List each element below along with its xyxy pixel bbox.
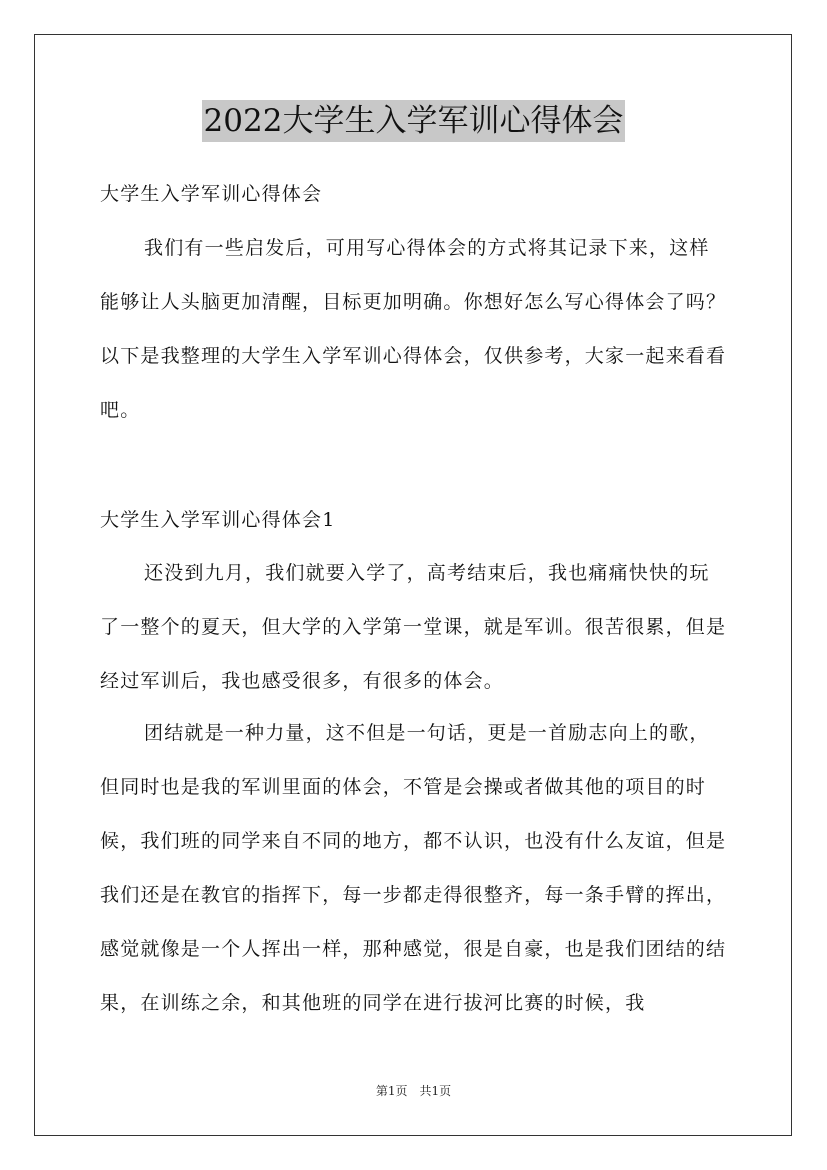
document-title: 2022大学生入学军训心得体会 <box>202 100 626 142</box>
paragraph-intro: 我们有一些启发后，可用写心得体会的方式将其记录下来，这样能够让人头脑更加清醒，目标更加明确。你想好怎么写心得体会了吗？以下是我整理的大学生入学军训心得体会，仅供参考，大家一起来看看吧。 <box>100 237 727 421</box>
page-number-total: 共1页 <box>419 1084 452 1098</box>
section-heading-intro: 大学生入学军训心得体会 <box>100 183 323 205</box>
page-number-current: 第1页 <box>375 1084 408 1098</box>
paragraph-body-1: 还没到九月，我们就要入学了，高考结束后，我也痛痛快快的玩了一整个的夏天，但大学的入学第一堂课，就是军训。很苦很累，但是经过军训后，我也感受很多，有很多的体会。 <box>100 562 727 692</box>
paragraph-body-2: 团结就是一种力量，这不但是一句话，更是一首励志向上的歌，但同时也是我的军训里面的体会，不管是会操或者做其他的项目的时候，我们班的同学来自不同的地方，都不认识，也没有什么友谊，但是我们还是在教官的指挥下，每一步都走得很整齐，每一条手臂的挥出，感觉就像是一个人挥出一样，那种感觉，很是自豪，也是我们团结的结果，在训练之余，和其他班的同学在进行拔河比赛的时候，我 <box>100 722 727 1014</box>
title-container <box>0 100 827 142</box>
page-footer <box>0 1083 827 1099</box>
section-heading-1: 大学生入学军训心得体会1 <box>100 509 336 531</box>
